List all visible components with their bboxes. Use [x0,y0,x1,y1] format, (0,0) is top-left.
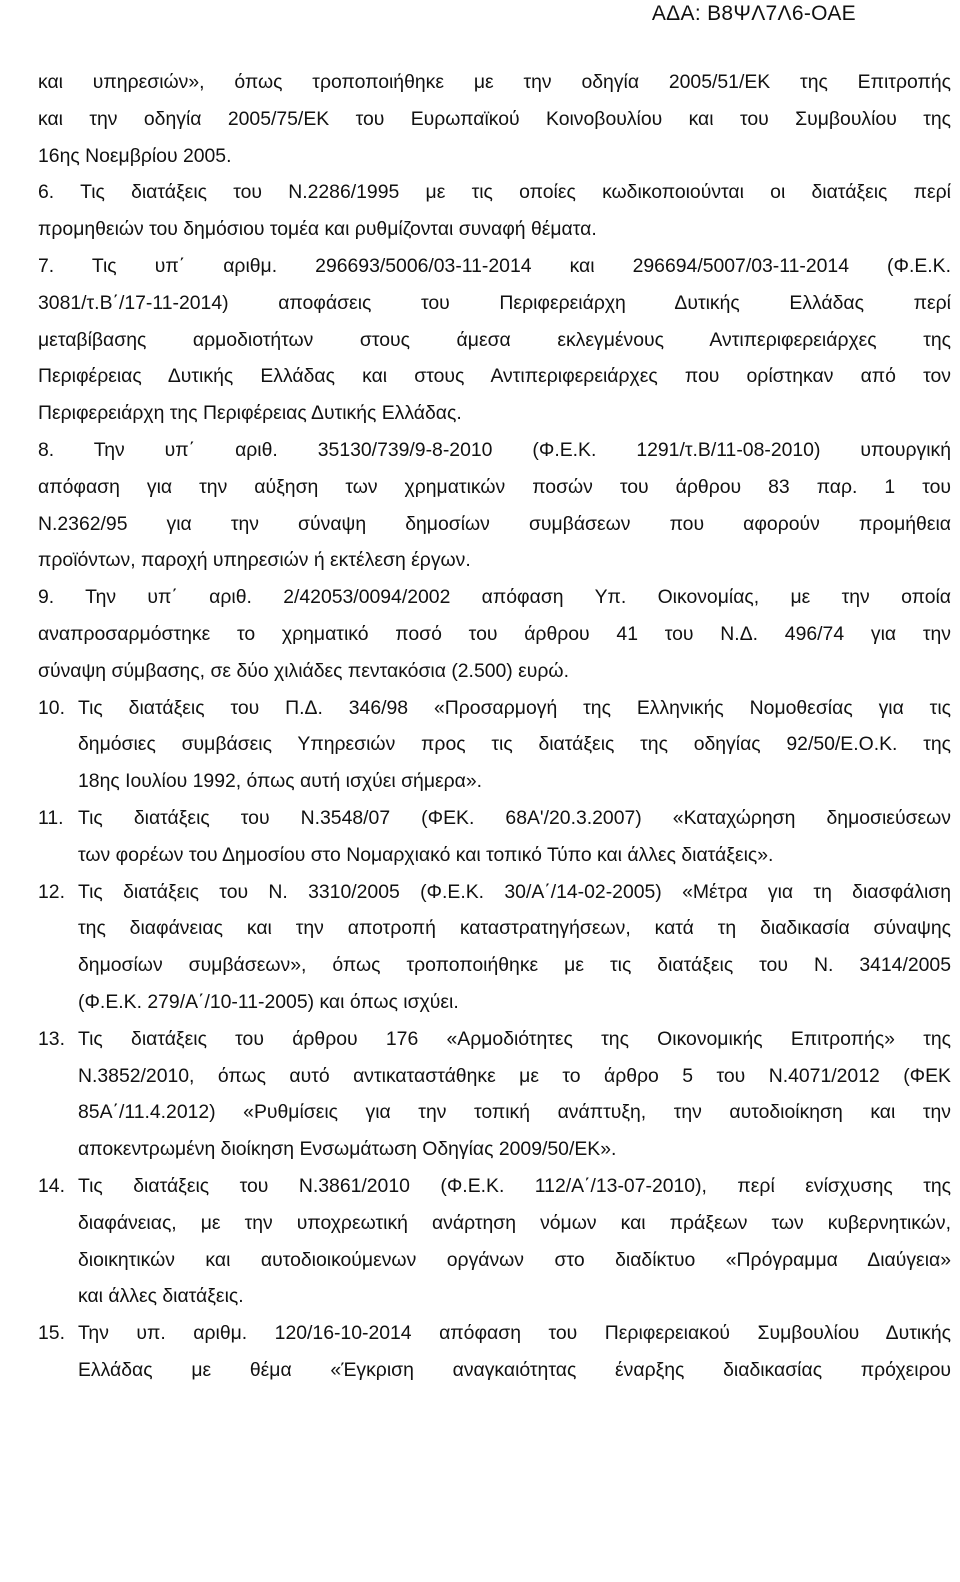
text-line: Ν.2362/95 για την σύναψη δημοσίων συμβάσεων που αφορούν προμήθεια [38,512,951,535]
item-number: 12. [38,880,65,903]
item-number: 11. [38,806,64,829]
text-line: 6. Τις διατάξεις του Ν.2286/1995 με τις οποίες κωδικοποιούνται οι διατάξεις περί [38,181,951,204]
ada-code: ΑΔΑ: Β8ΨΛ7Λ6-ΟΑΕ [651,2,856,25]
list-item [38,800,951,874]
item-number: 13. [38,1027,65,1050]
text-line: απόφαση για την αύξηση των χρηματικών ποσών του άρθρου 83 παρ. 1 του [38,475,951,498]
text-line: Τις διατάξεις του Π.Δ. 346/98 «Προσαρμογή της Ελληνικής Νομοθεσίας για τις [78,696,951,719]
text-line: 7. Τις υπ΄ αριθμ. 296693/5006/03-11-2014 και 296694/5007/03-11-2014 (Φ.Ε.Κ. [38,254,951,277]
text-line: αποκεντρωμένη διοίκηση Ενσωμάτωση Οδηγίας 2009/50/ΕΚ». [78,1138,617,1161]
list-item [38,1168,951,1315]
text-line: 8. Την υπ΄ αριθ. 35130/739/9-8-2010 (Φ.Ε.Κ. 1291/τ.Β/11-08-2010) υπουργική [38,438,951,461]
document-body [38,64,951,1389]
text-line: (Φ.Ε.Κ. 279/Α΄/10-11-2005) και όπως ισχύει. [78,990,459,1013]
list-item [38,874,951,1021]
text-line: Τις διατάξεις του Ν. 3310/2005 (Φ.Ε.Κ. 30/Α΄/14-02-2005) «Μέτρα για τη διασφάλιση [78,880,951,903]
text-line: 9. Την υπ΄ αριθ. 2/42053/0094/2002 απόφαση Υπ. Οικονομίας, με την οποία [38,586,951,609]
list-item [38,690,951,800]
text-line: της διαφάνειας και την αποτροπή καταστρατηγήσεων, κατά τη διαδικασία σύναψης [78,917,951,940]
text-line: και άλλες διατάξεις. [78,1285,244,1308]
text-line: Τις διατάξεις του άρθρου 176 «Αρμοδιότητες της Οικονομικής Επιτροπής» της [78,1027,951,1050]
text-line: Τις διατάξεις του Ν.3548/07 (ΦΕΚ. 68Α'/20.3.2007) «Καταχώρηση δημοσιεύσεων [78,806,951,829]
text-line: 16ης Νοεμβρίου 2005. [38,144,232,167]
item-number: 14. [38,1174,65,1197]
text-line: σύναψη σύμβασης, σε δύο χιλιάδες πεντακόσια (2.500) ευρώ. [38,659,569,682]
item-number: 10. [38,696,65,719]
text-line: 85Α΄/11.4.2012) «Ρυθμίσεις για την τοπική ανάπτυξη, την αυτοδιοίκηση και την [78,1101,951,1124]
text-line: δημόσιες συμβάσεις Υπηρεσιών προς τις διατάξεις της οδηγίας 92/50/Ε.Ο.Κ. της [78,733,951,756]
text-line: Τις διατάξεις του Ν.3861/2010 (Φ.Ε.Κ. 112/Α΄/13-07-2010), περί ενίσχυσης της [78,1174,951,1197]
text-line: προϊόντων, παροχή υπηρεσιών ή εκτέλεση έργων. [38,549,471,572]
text-line: Την υπ. αριθμ. 120/16-10-2014 απόφαση του Περιφερειακού Συμβουλίου Δυτικής [78,1322,951,1345]
text-line: Περιφέρειας Δυτικής Ελλάδας και στους Αντιπεριφερειάρχες που ορίστηκαν από τον [38,365,951,388]
text-line: αναπροσαρμόστηκε το χρηματικό ποσό του άρθρου 41 του Ν.Δ. 496/74 για την [38,622,951,645]
text-line: διαφάνειας, με την υποχρεωτική ανάρτηση νόμων και πράξεων των κυβερνητικών, [78,1211,951,1234]
text-line: και την οδηγία 2005/75/ΕΚ του Ευρωπαϊκού Κοινοβουλίου και του Συμβουλίου της [38,107,951,130]
list-item [38,1021,951,1168]
item-number: 15. [38,1322,65,1345]
text-line: 3081/τ.Β΄/17-11-2014) αποφάσεις του Περιφερειάρχη Δυτικής Ελλάδας περί [38,291,951,314]
text-line: των φορέων του Δημοσίου στο Νομαρχιακό και τοπικό Τύπο και άλλες διατάξεις». [78,843,774,866]
text-line: μεταβίβασης αρμοδιοτήτων στους άμεσα εκλεγμένους Αντιπεριφερειάρχες της [38,328,951,351]
text-line: και υπηρεσιών», όπως τροποποιήθηκε με την οδηγία 2005/51/ΕΚ της Επιτροπής [38,71,951,93]
text-line: Ν.3852/2010, όπως αυτό αντικαταστάθηκε με το άρθρο 5 του Ν.4071/2012 (ΦΕΚ [78,1064,951,1087]
list-item [38,1315,951,1389]
text-line: Περιφερειάρχη της Περιφέρειας Δυτικής Ελλάδας. [38,402,462,425]
text-line: διοικητικών και αυτοδιοικούμενων οργάνων στο διαδίκτυο «Πρόγραμμα Διαύγεια» [78,1248,951,1271]
text-line: δημοσίων συμβάσεων», όπως τροποποιήθηκε με τις διατάξεις του Ν. 3414/2005 [78,954,951,977]
text-line: προμηθειών του δημόσιου τομέα και ρυθμίζονται συναφή θέματα. [38,218,597,241]
text-line: 18ης Ιουλίου 1992, όπως αυτή ισχύει σήμερα». [78,770,483,793]
text-line: Ελλάδας με θέμα «Έγκριση αναγκαιότητας έναρξης διαδικασίας πρόχειρου [78,1358,951,1381]
